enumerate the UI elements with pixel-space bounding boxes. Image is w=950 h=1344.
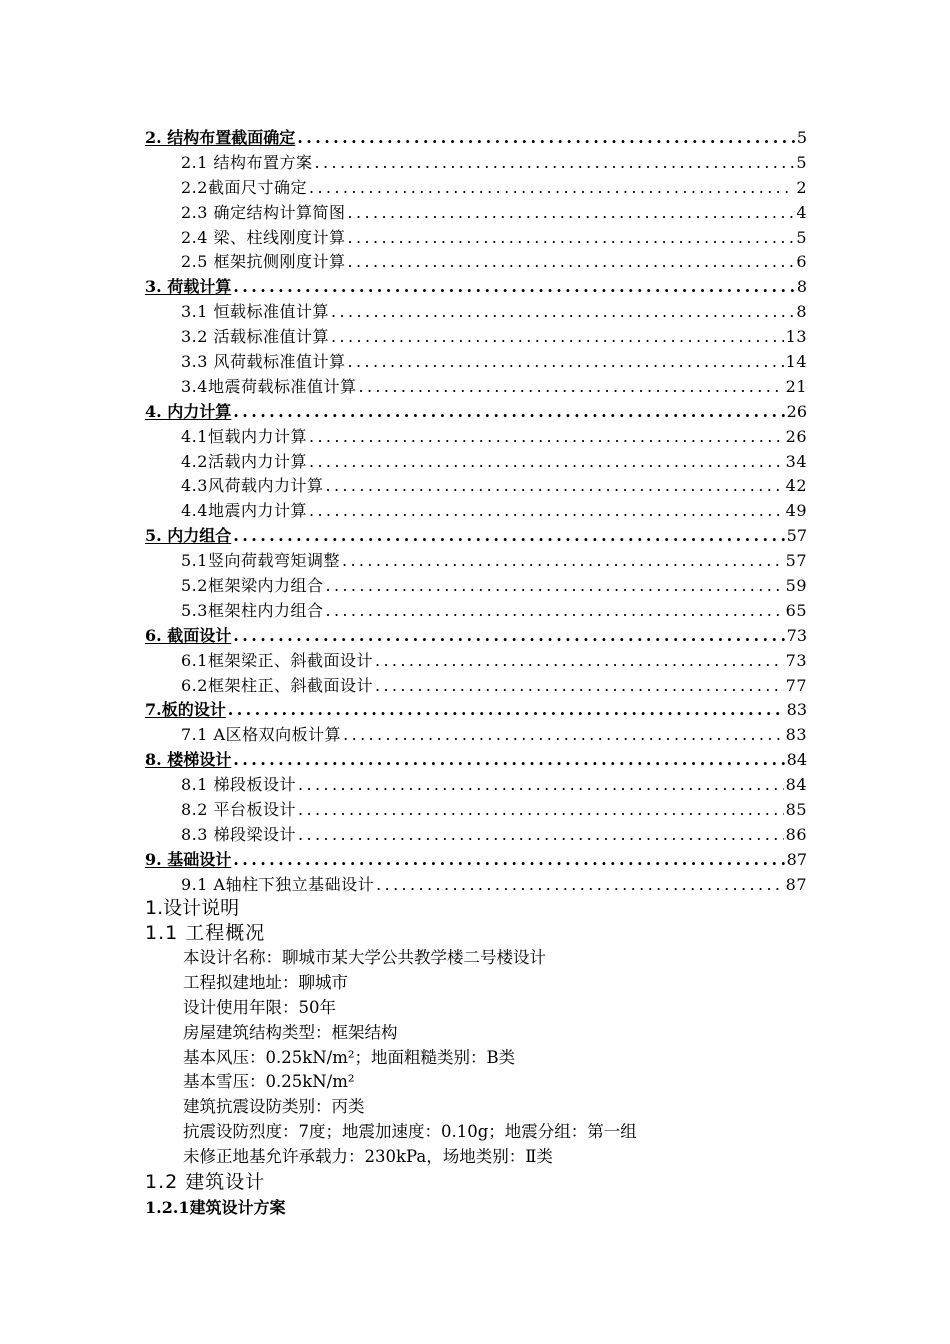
toc-entry-section[interactable] [145,499,807,524]
toc-leader-dots [325,574,783,599]
toc-leader-dots [233,848,784,873]
toc-leader-dots [348,201,795,226]
toc-entry-title: 9. 基础设计 [145,849,232,869]
toc-leader-dots [331,300,794,325]
toc-leader-dots [233,624,784,649]
toc-entry-title: 5.3框架柱内力组合 [181,600,324,620]
toc-entry-chapter[interactable] [145,698,807,723]
toc-leader-dots [358,375,783,400]
toc-entry-section[interactable] [145,798,807,823]
toc-entry-title: 8.3 梯段梁设计 [181,824,297,844]
toc-entry-page-number: 34 [785,451,807,471]
toc-entry-page-number: 49 [785,501,807,521]
toc-entry-title: 9.1 A轴柱下独立基础设计 [181,874,375,894]
toc-entry-title: 3.2 活载标准值计算 [181,327,330,347]
toc-entry-title: 2.2截面尺寸确定 [181,177,307,197]
toc-entry-title: 5.2框架梁内力组合 [181,576,324,596]
paragraph-design-life: 设计使用年限：50年 [183,997,336,1017]
toc-entry-page-number: 87 [785,874,807,894]
toc-entry-section[interactable] [145,250,807,275]
toc-leader-dots [342,549,784,574]
toc-entry-title: 2.4 梁、柱线刚度计算 [181,227,346,247]
toc-entry-chapter[interactable] [145,624,807,649]
heading-architectural-design: 1.2 建筑设计 [145,1171,266,1194]
toc-leader-dots [348,350,784,375]
toc-leader-dots [348,250,795,275]
toc-entry-page-number: 87 [786,849,807,869]
toc-entry-chapter[interactable] [145,126,807,151]
toc-entry-page-number: 59 [785,576,807,596]
toc-entry-title: 6.2框架柱正、斜截面设计 [181,675,373,695]
toc-entry-page-number: 4 [796,202,807,222]
toc-entry-page-number: 73 [785,650,807,670]
toc-entry-section[interactable] [145,201,807,226]
toc-entry-page-number: 5 [796,152,807,172]
toc-leader-dots [331,325,784,350]
toc-leader-dots [375,674,784,699]
toc-entry-section[interactable] [145,450,807,475]
toc-leader-dots [233,400,784,425]
toc-entry-title: 3. 荷载计算 [145,277,232,297]
toc-entry-page-number: 5 [796,128,807,147]
toc-entry-page-number: 14 [785,352,807,372]
toc-entry-chapter[interactable] [145,524,807,549]
toc-entry-page-number: 5 [796,227,807,247]
toc-entry-page-number: 86 [785,824,807,844]
toc-entry-page-number: 83 [786,700,807,720]
toc-entry-section[interactable] [145,873,807,898]
toc-entry-section[interactable] [145,474,807,499]
toc-entry-page-number: 2 [796,177,807,197]
toc-entry-chapter[interactable] [145,275,807,300]
toc-entry-page-number: 84 [785,775,807,795]
toc-entry-page-number: 73 [786,625,807,645]
toc-entry-section[interactable] [145,425,807,450]
toc-entry-section[interactable] [145,773,807,798]
toc-entry-page-number: 57 [786,526,807,546]
toc-leader-dots [343,723,784,748]
table-of-contents [145,126,807,898]
toc-entry-title: 8. 楼梯设计 [145,750,232,770]
toc-leader-dots [309,176,794,201]
toc-entry-title: 2. 结构布置截面确定 [145,128,296,147]
toc-entry-page-number: 65 [785,600,807,620]
toc-entry-title: 3.1 恒载标准值计算 [181,302,330,322]
toc-leader-dots [325,474,783,499]
toc-entry-page-number: 26 [786,401,807,421]
toc-entry-title: 7.1 A区格双向板计算 [181,725,342,745]
toc-entry-title: 6. 截面设计 [145,625,232,645]
toc-leader-dots [298,773,784,798]
toc-entry-title: 3.4地震荷载标准值计算 [181,376,357,396]
toc-entry-section[interactable] [145,151,807,176]
toc-entry-section[interactable] [145,723,807,748]
toc-leader-dots [233,524,784,549]
toc-entry-section[interactable] [145,226,807,251]
toc-entry-section[interactable] [145,549,807,574]
toc-entry-title: 5.1竖向荷载弯矩调整 [181,551,340,571]
toc-entry-title: 8.2 平台板设计 [181,800,297,820]
toc-leader-dots [233,748,784,773]
toc-leader-dots [315,151,795,176]
heading-architectural-scheme: 1.2.1建筑设计方案 [145,1198,286,1218]
toc-entry-page-number: 57 [785,551,807,571]
toc-entry-page-number: 6 [796,252,807,272]
toc-entry-section[interactable] [145,176,807,201]
toc-leader-dots [375,649,784,674]
project-overview-paragraphs [145,946,845,1170]
toc-entry-chapter[interactable] [145,848,807,873]
toc-entry-section[interactable] [145,350,807,375]
toc-entry-chapter[interactable] [145,400,807,425]
toc-leader-dots [309,499,784,524]
toc-entry-section[interactable] [145,375,807,400]
toc-leader-dots [348,226,795,251]
toc-leader-dots [298,823,784,848]
toc-entry-title: 4.1恒载内力计算 [181,426,307,446]
toc-entry-chapter[interactable] [145,748,807,773]
toc-entry-title: 2.3 确定结构计算简图 [181,202,346,222]
toc-leader-dots [228,698,785,723]
heading-design-description: 1.设计说明 [145,897,240,919]
toc-entry-title: 4.4地震内力计算 [181,501,307,521]
toc-leader-dots [325,599,783,624]
toc-entry-section[interactable] [145,823,807,848]
toc-entry-title: 6.1框架梁正、斜截面设计 [181,650,373,670]
toc-entry-title: 7.板的设计 [145,700,226,720]
paragraph-project-name: 本设计名称：聊城市某大学公共教学楼二号楼设计 [183,948,546,967]
toc-entry-page-number: 84 [786,750,807,770]
paragraph-seismic-category: 建筑抗震设防类别：丙类 [183,1097,365,1117]
toc-entry-page-number: 42 [785,476,807,496]
heading-project-overview: 1.1 工程概况 [145,922,266,944]
toc-entry-page-number: 21 [785,376,807,396]
toc-entry-section[interactable] [145,674,807,699]
toc-entry-title: 5. 内力组合 [145,526,232,546]
toc-entry-title: 2.1 结构布置方案 [181,152,313,172]
toc-entry-page-number: 83 [785,725,807,745]
toc-leader-dots [233,275,795,300]
paragraph-structure-type: 房屋建筑结构类型：框架结构 [183,1022,398,1042]
design-description-section [145,896,845,1220]
paragraph-snow-pressure: 基本雪压：0.25kN/m² [183,1072,355,1092]
toc-entry-section[interactable] [145,325,807,350]
toc-entry-page-number: 77 [785,675,807,695]
toc-leader-dots [309,450,784,475]
paragraph-bearing-capacity: 未修正地基允许承载力：230kPa，场地类别：Ⅱ类 [183,1147,553,1167]
toc-entry-title: 3.3 风荷载标准值计算 [181,352,346,372]
toc-entry-title: 4. 内力计算 [145,401,232,421]
toc-entry-title: 4.3风荷载内力计算 [181,476,324,496]
paragraph-wind-pressure: 基本风压：0.25kN/m²；地面粗糙类别：B类 [183,1047,516,1067]
toc-entry-title: 8.1 梯段板设计 [181,775,297,795]
toc-entry-section[interactable] [145,300,807,325]
toc-entry-page-number: 26 [785,426,807,446]
paragraph-site-address: 工程拟建地址：聊城市 [183,972,348,992]
toc-entry-page-number: 85 [785,800,807,820]
toc-leader-dots [376,873,784,898]
toc-entry-title: 4.2活载内力计算 [181,451,307,471]
toc-entry-page-number: 13 [785,327,807,347]
toc-entry-section[interactable] [145,599,807,624]
toc-leader-dots [298,798,784,823]
toc-entry-title: 2.5 框架抗侧刚度计算 [181,252,346,272]
toc-leader-dots [309,425,784,450]
toc-entry-section[interactable] [145,649,807,674]
toc-entry-section[interactable] [145,574,807,599]
paragraph-seismic-intensity: 抗震设防烈度：7度；地震加速度：0.10g；地震分组：第一组 [183,1122,637,1142]
toc-leader-dots [297,126,795,151]
toc-entry-page-number: 8 [796,277,807,297]
toc-entry-page-number: 8 [796,302,807,322]
